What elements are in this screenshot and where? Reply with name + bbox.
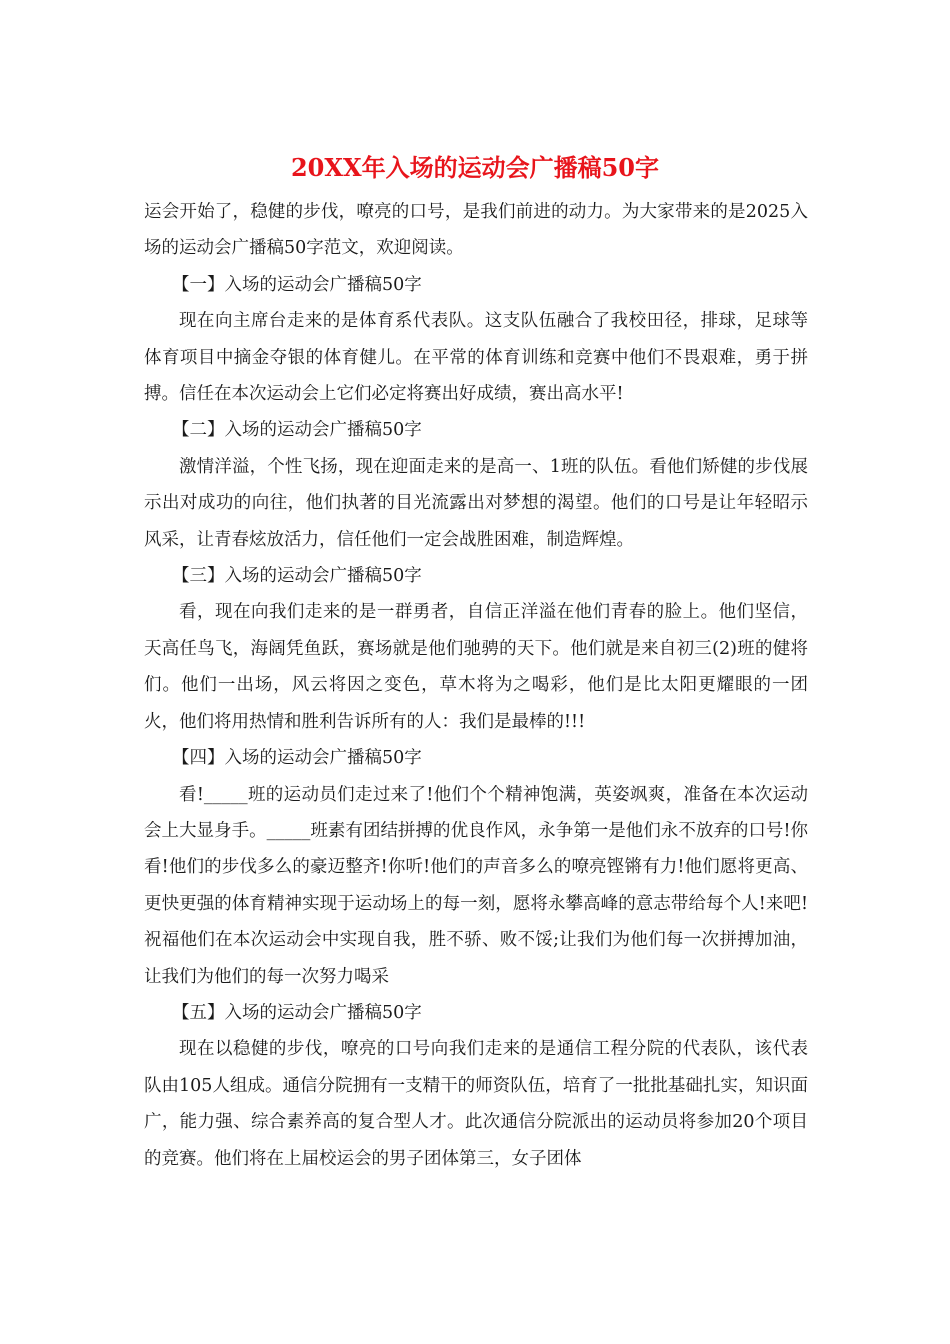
section-paragraph-2: 激情洋溢，个性飞扬，现在迎面走来的是高一、1班的队伍。看他们矫健的步伐展示出对成功的向往，他们执著的目光流露出对梦想的渴望。他们的口号是让年轻昭示风采，让青春炫放活力，信任他们一定会战胜困难，制造辉煌。 [144,456,808,550]
document-title: 20XX年入场的运动会广播稿50字 [290,153,660,182]
section-paragraph-5: 现在以稳健的步伐，嘹亮的口号向我们走来的是通信工程分院的代表队，该代表队由105人组成。通信分院拥有一支精干的师资队伍，培育了一批批基础扎实，知识面广，能力强、综合素养高的复合型人才。此次通信分院派出的运动员将参加20个项目的竞赛。他们将在上届校运会的男子团体第三，女子团体 [144,1039,808,1169]
section-heading-3: 【三】入场的运动会广播稿50字 [172,566,422,587]
intro-paragraph: 运会开始了，稳健的步伐，嘹亮的口号，是我们前进的动力。为大家带来的是2025入场的运动会广播稿50字范文，欢迎阅读。 [144,202,808,259]
section-paragraph-1: 现在向主席台走来的是体育系代表队。这支队伍融合了我校田径，排球，足球等体育项目中摘金夺银的体育健儿。在平常的体育训练和竞赛中他们不畏艰难，勇于拼搏。信任在本次运动会上它们必定将赛出好成绩，赛出高水平! [144,311,808,405]
section-heading-4: 【四】入场的运动会广播稿50字 [172,748,422,769]
section-paragraph-3: 看，现在向我们走来的是一群勇者，自信正洋溢在他们青春的脸上。他们坚信，天高任鸟飞，海阔凭鱼跃，赛场就是他们驰骋的天下。他们就是来自初三(2)班的健将们。他们一出场，风云将因之变色，草木将为之喝彩，他们是比太阳更耀眼的一团火，他们将用热情和胜利告诉所有的人：我们是最棒的!!! [144,602,808,732]
document-body [144,194,808,1177]
section-heading-2: 【二】入场的运动会广播稿50字 [172,420,422,441]
section-heading-5: 【五】入场的运动会广播稿50字 [172,1002,422,1023]
section-heading-1: 【一】入场的运动会广播稿50字 [172,274,422,295]
section-paragraph-4: 看!_____班的运动员们走过来了!他们个个精神饱满，英姿飒爽，准备在本次运动会上大显身手。_____班素有团结拼搏的优良作风，永争第一是他们永不放弃的口号!你看!他们的步伐多么的豪迈整齐!你听!他们的声音多么的嘹亮铿锵有力!他们愿将更高、更快更强的体育精神实现于运动场上的每一刻，愿将永攀高峰的意志带给每个人!来吧!祝福他们在本次运动会中实现自我，胜不骄、败不馁;让我们为他们每一次拼搏加油，让我们为他们的每一次努力喝采 [144,784,808,987]
